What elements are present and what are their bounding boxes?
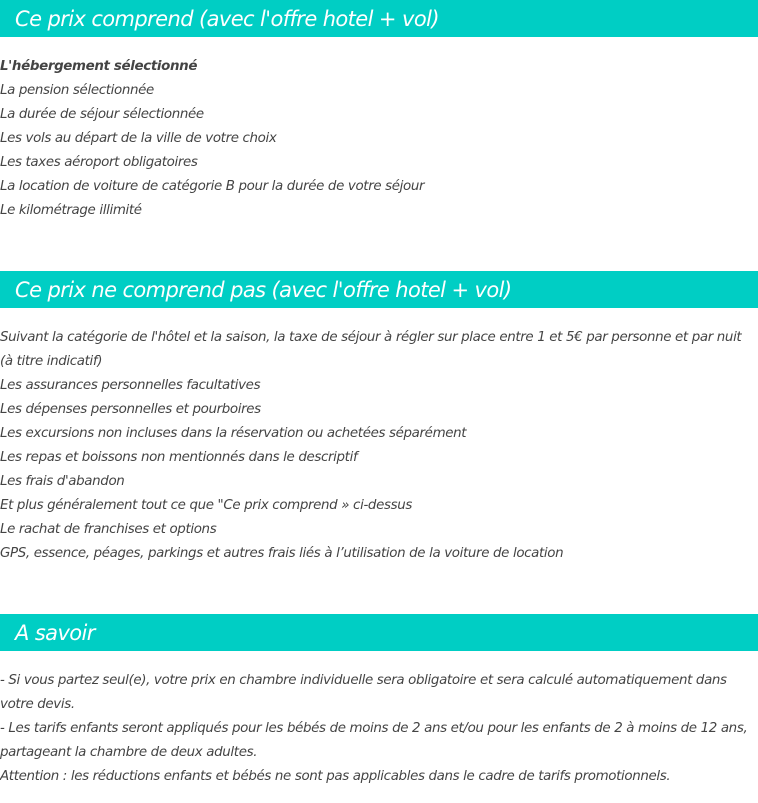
section-good-to-know	[0, 614, 758, 789]
list-item: Les repas et boissons non mentionnés dans le descriptif	[0, 450, 358, 465]
section-not-included-title: Ce prix ne comprend pas (avec l'offre hotel + vol)	[15, 277, 512, 302]
list-item: - Si vous partez seul(e), votre prix en chambre individuelle sera obligatoire et sera calculé automatiquement dans votre devis.	[0, 673, 727, 712]
list-item: Les vols au départ de la ville de votre choix	[0, 131, 277, 146]
section-included-list	[0, 37, 758, 271]
list-item: Les taxes aéroport obligatoires	[0, 155, 198, 170]
list-item: Les dépenses personnelles et pourboires	[0, 402, 261, 417]
section-good-to-know-header	[0, 614, 758, 651]
list-item: La location de voiture de catégorie B pour la durée de votre séjour	[0, 179, 425, 194]
list-item: Les frais d'abandon	[0, 474, 125, 489]
section-good-to-know-list	[0, 651, 758, 789]
list-item: Attention : les réductions enfants et bébés ne sont pas applicables dans le cadre de tarifs promotionnels.	[0, 769, 671, 784]
section-not-included-list	[0, 308, 758, 614]
list-item: Suivant la catégorie de l'hôtel et la saison, la taxe de séjour à régler sur place entre 1 et 5€ par personne et par nuit (à titre indicatif)	[0, 330, 742, 369]
section-included	[0, 0, 758, 271]
list-item: Et plus généralement tout ce que "Ce prix comprend » ci-dessus	[0, 498, 412, 513]
section-good-to-know-title: A savoir	[15, 620, 95, 645]
list-item: GPS, essence, péages, parkings et autres frais liés à l’utilisation de la voiture de location	[0, 546, 564, 561]
list-item: L'hébergement sélectionné	[0, 59, 198, 74]
section-included-header	[0, 0, 758, 37]
list-item: La durée de séjour sélectionnée	[0, 107, 204, 122]
list-item: - Les tarifs enfants seront appliqués pour les bébés de moins de 2 ans et/ou pour les enfants de 2 à moins de 12 ans, partageant la chambre de deux adultes.	[0, 721, 748, 760]
section-not-included-header	[0, 271, 758, 308]
list-item: Le rachat de franchises et options	[0, 522, 217, 537]
section-not-included	[0, 271, 758, 614]
section-included-title: Ce prix comprend (avec l'offre hotel + vol)	[15, 6, 439, 31]
list-item: Les assurances personnelles facultatives	[0, 378, 261, 393]
list-item: Les excursions non incluses dans la réservation ou achetées séparément	[0, 426, 467, 441]
list-item: La pension sélectionnée	[0, 83, 154, 98]
list-item: Le kilométrage illimité	[0, 203, 142, 218]
